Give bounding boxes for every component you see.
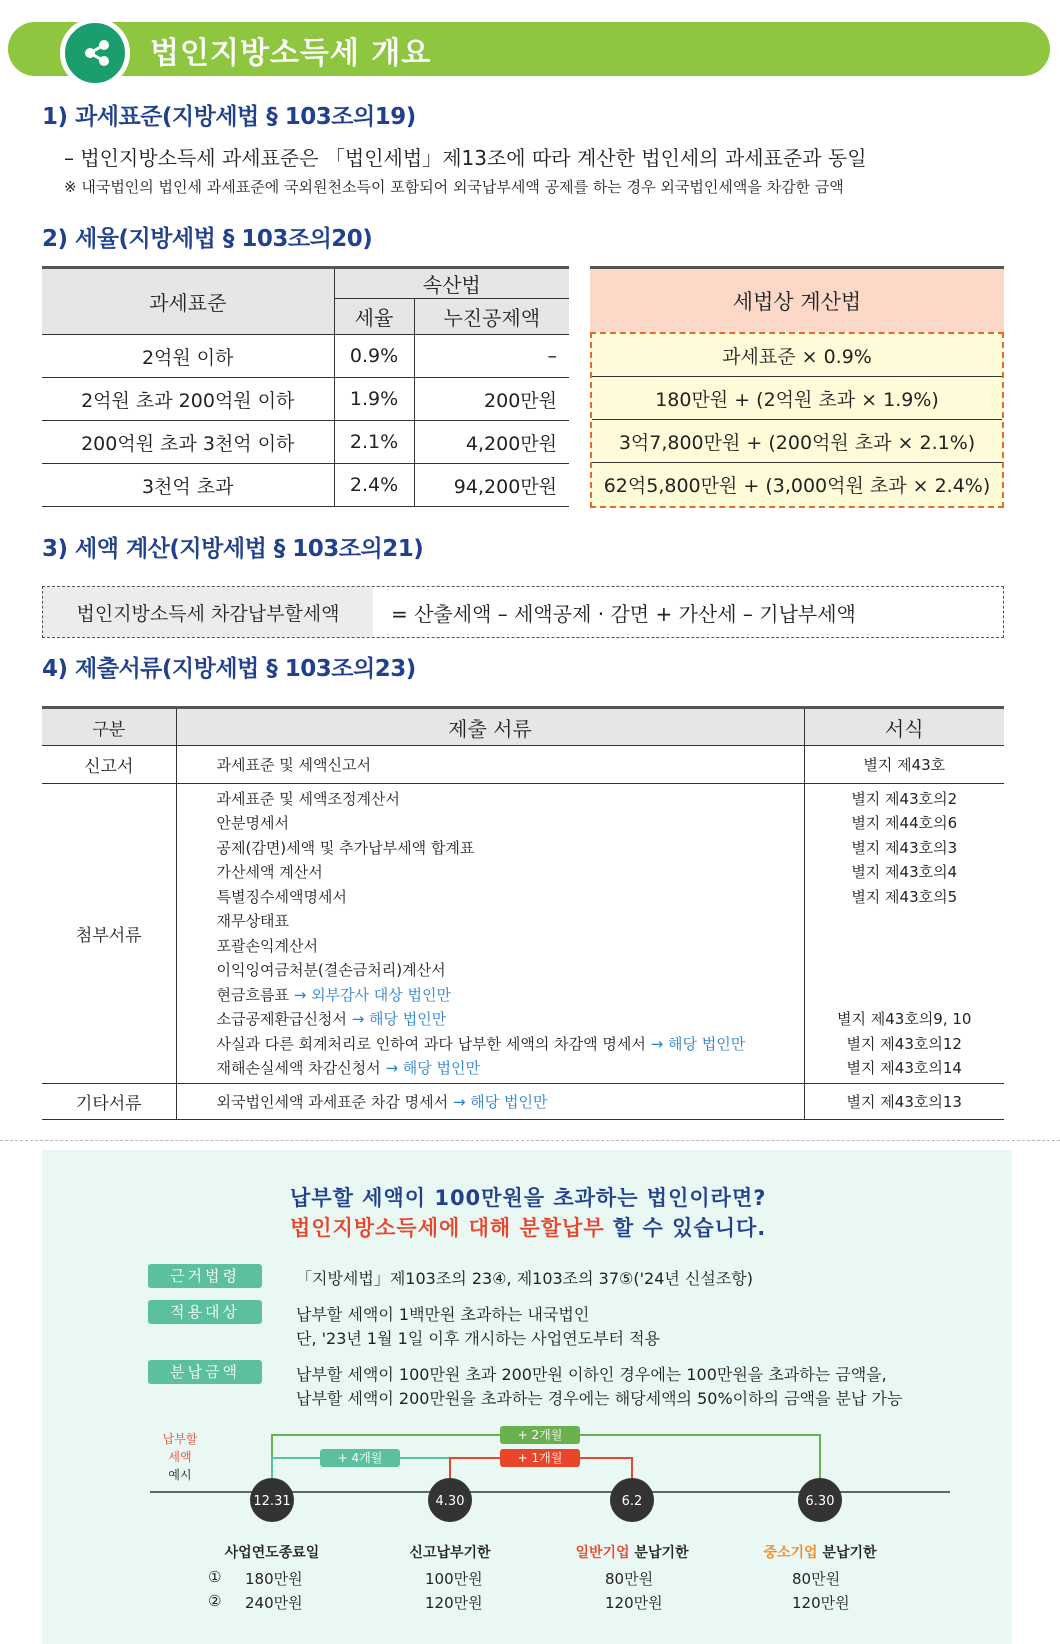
form-item — [805, 934, 1005, 959]
amount-text-2: 납부할 세액이 200만원을 초과하는 경우에는 해당세액의 50%이하의 금액을 분납 가능 — [296, 1389, 903, 1408]
doc-note: → 해당 법인만 — [385, 1059, 481, 1077]
doc-item: 재무상태표 — [216, 912, 289, 930]
col-docs: 제출 서류 — [176, 708, 804, 746]
doc-cell: 과세표준 및 세액신고서 — [176, 746, 804, 784]
share-icon — [80, 36, 114, 70]
calc-box — [590, 266, 1004, 508]
table-row — [42, 784, 1004, 1084]
calc-row: 62억5,800만원 + (3,000억원 초과 × 2.4%) — [603, 475, 991, 497]
form-item: 별지 제43호의2 — [851, 789, 958, 808]
page-title: 법인지방소득세 개요 — [150, 36, 432, 71]
rate-cell: 2.4% — [334, 464, 414, 507]
calc-row: 180만원 + (2억원 초과 × 1.9%) — [592, 377, 1002, 420]
rate-base-cell: 2억원 이하 — [42, 335, 334, 378]
doc-item: 공제(감면)세액 및 추가납부세액 합계표 — [216, 838, 475, 857]
doc-item: 사실과 다른 회계처리로 인하여 과다 납부한 세액의 차감액 명세서 → 해당 법인만 — [216, 1034, 746, 1053]
type-cell: 기타서류 — [42, 1084, 176, 1120]
table-row — [42, 1084, 1004, 1120]
amount-cell: 180만원 — [245, 1570, 303, 1588]
doc-note: → 해당 법인만 — [351, 1010, 447, 1028]
doc-note: → 해당 법인만 — [650, 1034, 746, 1053]
form-item — [805, 909, 1005, 934]
section-4-title: 4) 제출서류(지방세법 § 103조의23) — [42, 656, 416, 682]
doc-item: 이익잉여금처분(결손금처리)계산서 — [216, 961, 446, 979]
node-date: 6.30 — [805, 1494, 835, 1509]
type-cell: 첨부서류 — [42, 784, 176, 1084]
label-4m: + 4개월 — [337, 1451, 383, 1465]
node-label: 신고납부기한 — [409, 1545, 491, 1561]
target-text-2: 단, '23년 1월 1일 이후 개시하는 사업연도부터 적용 — [296, 1329, 661, 1348]
amount-cell: 120만원 — [425, 1594, 483, 1612]
amount-text-1: 납부할 세액이 100만원 초과 200만원 이하인 경우에는 100만원을 초과하는 금액을, — [296, 1365, 887, 1384]
rate-base-cell: 3천억 초과 — [42, 464, 334, 507]
table-row — [42, 421, 569, 464]
calc-body — [590, 332, 1004, 508]
rate-cell: 0.9% — [334, 335, 414, 378]
amount-cell: 240만원 — [245, 1594, 303, 1612]
basis-text: 「지방세법」제103조의 23④, 제103조의 37⑤('24년 신설조항) — [296, 1269, 753, 1288]
table-row — [42, 335, 569, 378]
amount-cell: 80만원 — [792, 1570, 841, 1588]
node-date: 6.2 — [621, 1494, 643, 1509]
col-quick: 속산법 — [334, 268, 569, 299]
node-label: 사업연도종료일 — [224, 1545, 320, 1561]
row-mark: ① — [208, 1568, 222, 1586]
node-label: 일반기업 분납기한 — [575, 1545, 689, 1561]
calc-header: 세법상 계산법 — [590, 266, 1004, 332]
doc-note: → 해당 법인만 — [452, 1093, 548, 1111]
rate-cell: 1.9% — [334, 378, 414, 421]
section-3-title: 3) 세액 계산(지방세법 § 103조의21) — [42, 536, 424, 562]
form-item: 별지 제43호의4 — [851, 863, 958, 881]
col-deduct: 누진공제액 — [414, 299, 569, 335]
doc-item: 소급공제환급신청서 → 해당 법인만 — [216, 1010, 447, 1028]
form-item: 별지 제43호의3 — [851, 838, 958, 857]
doc-cell: 외국법인세액 과세표준 차감 명세서 → 해당 법인만 — [176, 1084, 804, 1120]
tag-amount: 분납금액 — [148, 1360, 262, 1384]
section-1-title: 1) 과세표준(지방세법 § 103조의19) — [42, 104, 416, 130]
doc-item: 안분명세서 — [216, 814, 289, 832]
deduct-cell: 94,200만원 — [414, 464, 569, 507]
form-cell: 별지 제43호 — [804, 746, 1004, 784]
amount-cell: 120만원 — [605, 1594, 663, 1612]
formula-box — [42, 586, 1004, 638]
deduct-cell: 200만원 — [414, 378, 569, 421]
calc-row: 과세표준 × 0.9% — [592, 334, 1002, 377]
deduct-cell: – — [414, 335, 569, 378]
table-row — [42, 464, 569, 507]
installment-answer: 법인지방소득세에 대해 분할납부 할 수 있습니다. — [290, 1216, 767, 1240]
tear-line — [0, 1140, 1060, 1141]
form-item: 별지 제44호의6 — [851, 814, 958, 832]
rate-base-cell: 2억원 초과 200억원 이하 — [42, 378, 334, 421]
node-label: 중소기업 분납기한 — [763, 1545, 877, 1561]
formula-left: 법인지방소득세 차감납부할세액 — [43, 587, 373, 637]
doc-item: 특별징수세액명세서 — [216, 887, 347, 906]
node-date: 4.30 — [435, 1494, 465, 1509]
col-rate: 세율 — [334, 299, 414, 335]
deduct-cell: 4,200만원 — [414, 421, 569, 464]
rate-cell: 2.1% — [334, 421, 414, 464]
installment-timeline — [0, 1420, 1060, 1644]
section-2-title: 2) 세율(지방세법 § 103조의20) — [42, 226, 373, 252]
col-base: 과세표준 — [42, 268, 334, 335]
table-row — [42, 746, 1004, 784]
calc-row: 3억7,800만원 + (200억원 초과 × 2.1%) — [592, 420, 1002, 463]
attach-doc-list — [176, 784, 804, 1084]
rate-base-cell: 200억원 초과 3천억 이하 — [42, 421, 334, 464]
rate-table — [42, 266, 569, 507]
form-item: 별지 제43호의9, 10 — [837, 1010, 972, 1028]
form-cell: 별지 제43호의13 — [804, 1084, 1004, 1120]
target-text-1: 납부할 세액이 1백만원 초과하는 내국법인 — [296, 1305, 590, 1324]
form-item — [805, 983, 1005, 1008]
example-label: 납부할 세액 예시 — [162, 1432, 198, 1482]
type-cell: 신고서 — [42, 746, 176, 784]
doc-item: 과세표준 및 세액조정계산서 — [216, 789, 400, 808]
doc-item: 포괄손익계산서 — [216, 936, 318, 955]
doc-item: 현금흐름표 → 외부감사 대상 법인만 — [216, 985, 452, 1004]
amount-cell: 100만원 — [425, 1570, 483, 1588]
form-item: 별지 제43호의12 — [846, 1034, 962, 1053]
tag-target: 적용대상 — [148, 1300, 262, 1324]
section-1-note: ※ 내국법인의 법인세 과세표준에 국외원천소득이 포함되어 외국납부세액 공제를 하는 경우 외국법인세액을 차감한 금액 — [64, 178, 844, 196]
doc-note: → 외부감사 대상 법인만 — [293, 985, 452, 1004]
table-row — [42, 378, 569, 421]
form-item — [805, 958, 1005, 983]
doc-item: 가산세액 계산서 — [216, 863, 323, 881]
attach-form-list — [804, 784, 1004, 1084]
installment-question: 납부할 세액이 100만원을 초과하는 법인이라면? — [290, 1186, 767, 1210]
node-date: 12.31 — [253, 1494, 291, 1509]
docs-table — [42, 706, 1004, 1120]
col-type: 구분 — [42, 708, 176, 746]
tag-basis: 근거법령 — [148, 1264, 262, 1288]
col-form: 서식 — [804, 708, 1004, 746]
amount-cell: 80만원 — [605, 1570, 654, 1588]
form-item: 별지 제43호의14 — [846, 1059, 962, 1077]
section-1-text: – 법인지방소득세 과세표준은 「법인세법」제13조에 따라 계산한 법인세의 과세표준과 동일 — [64, 146, 867, 170]
doc-item: 재해손실세액 차감신청서 → 해당 법인만 — [216, 1059, 481, 1077]
row-mark: ② — [208, 1592, 222, 1610]
label-1m: + 1개월 — [517, 1451, 563, 1465]
form-item: 별지 제43호의5 — [851, 887, 958, 906]
label-2m: + 2개월 — [517, 1428, 563, 1442]
amount-cell: 120만원 — [792, 1594, 850, 1612]
formula-right: = 산출세액 – 세액공제 · 감면 + 가산세 – 기납부세액 — [391, 601, 856, 626]
